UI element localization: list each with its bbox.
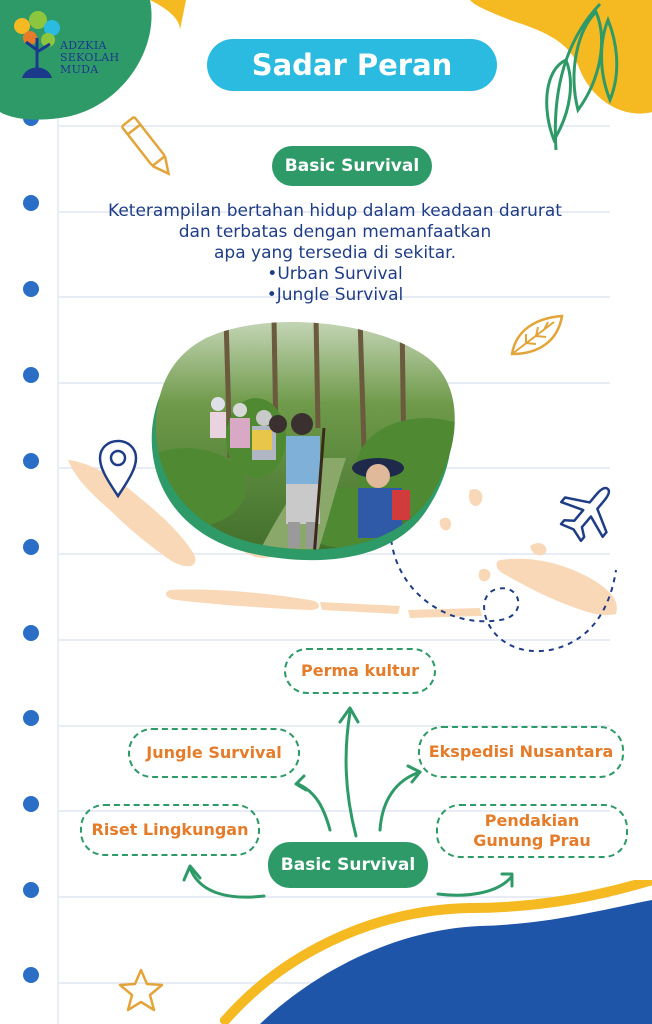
node-perma-kultur: Perma kultur [284, 648, 436, 694]
node-ekspedisi-nusantara: Ekspedisi Nusantara [418, 726, 624, 778]
description-line: apa yang tersedia di sekitar. [214, 243, 456, 263]
bullet-item: •Urban Survival [267, 264, 403, 284]
bullet-item: •Jungle Survival [266, 285, 404, 305]
star-icon [116, 966, 166, 1016]
node-pendakian-gunung-prau: Pendakian Gunung Prau [436, 804, 628, 858]
description-line: dan terbatas dengan memanfaatkan [178, 222, 492, 242]
logo-text: ADZKIA SEKOLAH MUDA [60, 39, 120, 76]
section-label: Basic Survival [272, 146, 432, 186]
node-riset-lingkungan: Riset Lingkungan [80, 804, 260, 856]
description-line: Keterampilan bertahan hidup dalam keadaan darurat [108, 201, 562, 221]
page-title: Sadar Peran [207, 39, 497, 91]
node-jungle-survival: Jungle Survival [128, 728, 300, 778]
bottom-right-wave [220, 880, 652, 1024]
mindmap-center-node: Basic Survival [268, 842, 428, 888]
